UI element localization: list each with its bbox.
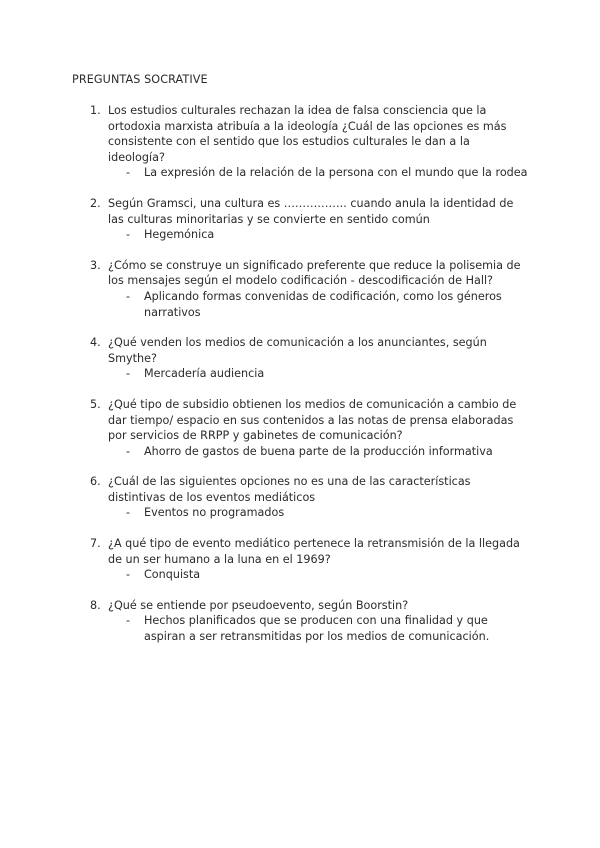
answer-item — [108, 165, 530, 181]
question-number: 8. — [90, 598, 101, 612]
question-text: ¿Qué se entiende por pseudoevento, según Boorstin? — [108, 598, 409, 612]
answer-item — [108, 613, 530, 644]
question-item — [90, 335, 530, 382]
bullet-dash: - — [126, 568, 131, 582]
question-item — [90, 536, 530, 583]
answer-text: Ahorro de gastos de buena parte de la producción informativa — [144, 444, 493, 458]
question-number: 3. — [90, 258, 101, 272]
question-text: ¿A qué tipo de evento mediático pertenece la retransmisión de la llegada de un ser humano a la luna en el 1969? — [108, 537, 520, 566]
answer-text: Conquista — [144, 568, 201, 582]
question-number: 4. — [90, 336, 101, 350]
answer-text: La expresión de la relación de la persona con el mundo que la rodea — [144, 166, 528, 180]
question-number: 6. — [90, 475, 101, 489]
answer-item — [108, 366, 530, 382]
question-list — [90, 103, 530, 660]
answer-item — [108, 567, 530, 583]
question-text: Según Gramsci, una cultura es …………….. cuando anula la identidad de las culturas minoritarias y se convierte en sentido común — [108, 196, 514, 226]
bullet-dash: - — [126, 506, 131, 520]
question-number: 1. — [90, 104, 101, 117]
answer-text: Eventos no programados — [144, 506, 285, 520]
question-item — [90, 474, 530, 521]
question-item — [90, 397, 530, 459]
answer-item — [108, 505, 530, 521]
question-number: 2. — [90, 196, 101, 210]
question-text: ¿Cuál de las siguientes opciones no es una de las características distintivas de los eventos mediáticos — [108, 475, 471, 504]
document-title: PREGUNTAS SOCRATIVE — [72, 73, 208, 86]
answer-text: Aplicando formas convenidas de codificación, como los géneros narrativos — [144, 289, 502, 319]
question-text: ¿Qué venden los medios de comunicación a los anunciantes, según Smythe? — [108, 336, 487, 365]
answer-item — [108, 289, 530, 320]
question-text: ¿Qué tipo de subsidio obtienen los medios de comunicación a cambio de dar tiempo/ espacio en sus contenidos a las notas de prensa elaboradas por servicios de RRPP y gabinetes de comunicación? — [108, 397, 517, 443]
question-item — [90, 196, 530, 243]
answer-item — [108, 444, 530, 460]
bullet-dash: - — [126, 289, 131, 303]
bullet-dash: - — [126, 228, 131, 242]
answer-text: Mercadería audiencia — [144, 367, 265, 381]
question-text: Los estudios culturales rechazan la idea de falsa consciencia que la ortodoxia marxista atribuía a la ideología ¿Cuál de las opciones es más consistente con el sentido que los estudios culturales le dan a la ideología? — [108, 104, 507, 164]
bullet-dash: - — [126, 367, 131, 381]
answer-text: Hegemónica — [144, 228, 215, 242]
question-text: ¿Cómo se construye un significado preferente que reduce la polisemia de los mensajes según el modelo codificación - descodificación de Hall? — [108, 258, 521, 288]
question-item — [90, 598, 530, 645]
answer-item — [108, 227, 530, 243]
bullet-dash: - — [126, 444, 131, 458]
answer-text: Hechos planificados que se producen con una finalidad y que aspiran a ser retransmitidas por los medios de comunicación. — [144, 614, 490, 644]
question-number: 7. — [90, 537, 101, 551]
question-number: 5. — [90, 397, 101, 411]
bullet-dash: - — [126, 166, 131, 180]
question-item — [90, 258, 530, 320]
question-item — [90, 103, 530, 181]
bullet-dash: - — [126, 614, 131, 628]
